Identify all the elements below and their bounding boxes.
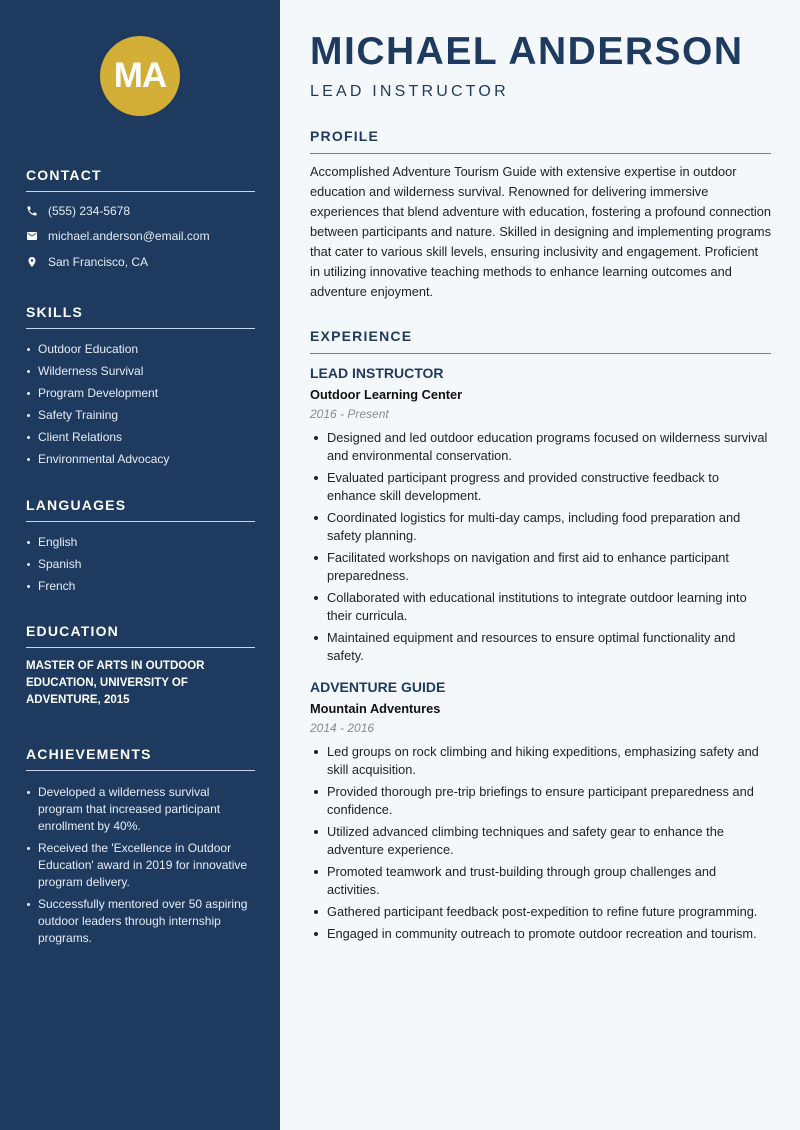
- candidate-title: LEAD INSTRUCTOR: [310, 83, 509, 100]
- skill-item: Environmental Advocacy: [26, 448, 255, 470]
- candidate-name: MICHAEL ANDERSON: [310, 30, 744, 73]
- job-bullet: Maintained equipment and resources to ensure optimal functionality and safety.: [310, 629, 771, 665]
- skill-item: Program Development: [26, 382, 255, 404]
- job-bullets: [310, 429, 771, 665]
- skill-item: Client Relations: [26, 426, 255, 448]
- phone-text: (555) 234-5678: [48, 203, 131, 218]
- language-item: Spanish: [26, 553, 255, 575]
- job-bullet: Coordinated logistics for multi-day camps, including food preparation and safety planning.: [310, 509, 771, 545]
- job-bullet: Engaged in community outreach to promote outdoor recreation and tourism.: [310, 925, 771, 943]
- job-bullet: Gathered participant feedback post-expedition to refine future programming.: [310, 903, 771, 921]
- skill-item: Wilderness Survival: [26, 360, 255, 382]
- sidebar: [0, 0, 280, 1130]
- job-bullets: [310, 743, 771, 943]
- avatar: MA: [100, 36, 180, 116]
- job-entry: [310, 365, 771, 665]
- job-bullet: Provided thorough pre-trip briefings to ensure participant preparedness and confidence.: [310, 783, 771, 819]
- education-section: [26, 623, 255, 709]
- job-bullet: Promoted teamwork and trust-building through group challenges and activities.: [310, 863, 771, 899]
- job-company: Outdoor Learning Center: [310, 387, 463, 402]
- skills-section: [26, 304, 255, 470]
- phone-icon: [26, 205, 48, 217]
- achievement-item: Successfully mentored over 50 aspiring outdoor leaders through internship programs.: [26, 896, 255, 947]
- email-text: michael.anderson@email.com: [48, 229, 210, 244]
- education-heading: EDUCATION: [26, 623, 255, 648]
- language-item: French: [26, 575, 255, 597]
- skills-list: [26, 338, 255, 470]
- job-bullet: Facilitated workshops on navigation and first aid to enhance participant preparedness.: [310, 549, 771, 585]
- contact-phone: [26, 198, 255, 224]
- languages-section: [26, 497, 255, 597]
- job-dates: 2016 - Present: [310, 407, 389, 421]
- job-bullet: Designed and led outdoor education programs focused on wilderness survival and environmental conservation.: [310, 429, 771, 465]
- experience-heading: EXPERIENCE: [310, 328, 771, 354]
- achievements-heading: ACHIEVEMENTS: [26, 746, 255, 771]
- job-title: ADVENTURE GUIDE: [310, 679, 446, 695]
- profile-section: [310, 128, 771, 302]
- job-company: Mountain Adventures: [310, 701, 441, 716]
- languages-heading: LANGUAGES: [26, 497, 255, 522]
- job-bullet: Led groups on rock climbing and hiking expeditions, emphasizing safety and skill acquisition.: [310, 743, 771, 779]
- languages-list: [26, 531, 255, 597]
- job-bullet: Evaluated participant progress and provided constructive feedback to enhance skill development.: [310, 469, 771, 505]
- achievement-item: Developed a wilderness survival program that increased participant enrollment by 40%.: [26, 784, 255, 835]
- email-icon: [26, 230, 48, 242]
- location-pin-icon: [26, 256, 48, 268]
- skill-item: Outdoor Education: [26, 338, 255, 360]
- contact-section: [26, 167, 255, 275]
- contact-location: [26, 249, 255, 275]
- language-item: English: [26, 531, 255, 553]
- job-dates: 2014 - 2016: [310, 721, 375, 735]
- profile-heading: PROFILE: [310, 128, 771, 154]
- achievements-section: [26, 746, 255, 952]
- achievements-list: [26, 784, 255, 947]
- contact-email: [26, 224, 255, 250]
- education-degree: MASTER OF ARTS IN OUTDOOR EDUCATION, UNIVERSITY OF ADVENTURE, 2015: [26, 660, 205, 706]
- experience-section: [310, 328, 771, 947]
- job-bullet: Utilized advanced climbing techniques and safety gear to enhance the adventure experience.: [310, 823, 771, 859]
- job-entry: [310, 679, 771, 943]
- location-text: San Francisco, CA: [48, 254, 149, 269]
- contact-heading: CONTACT: [26, 167, 255, 192]
- job-bullet: Collaborated with educational institutions to integrate outdoor learning into their curricula.: [310, 589, 771, 625]
- achievement-item: Received the 'Excellence in Outdoor Education' award in 2019 for innovative program delivery.: [26, 840, 255, 891]
- job-title: LEAD INSTRUCTOR: [310, 365, 444, 381]
- skills-heading: SKILLS: [26, 304, 255, 329]
- profile-summary: Accomplished Adventure Tourism Guide with extensive expertise in outdoor education and wilderness survival. Renowned for delivering immersive experiences that blend adventure with education, fostering a profound connection between participants and nature. Skilled in designing and implementing programs that cater to various skill levels, ensuring inclusivity and engagement. Proficient in utilizing innovative teaching methods to enhance learning outcomes and adventure enjoyment.: [310, 164, 772, 299]
- skill-item: Safety Training: [26, 404, 255, 426]
